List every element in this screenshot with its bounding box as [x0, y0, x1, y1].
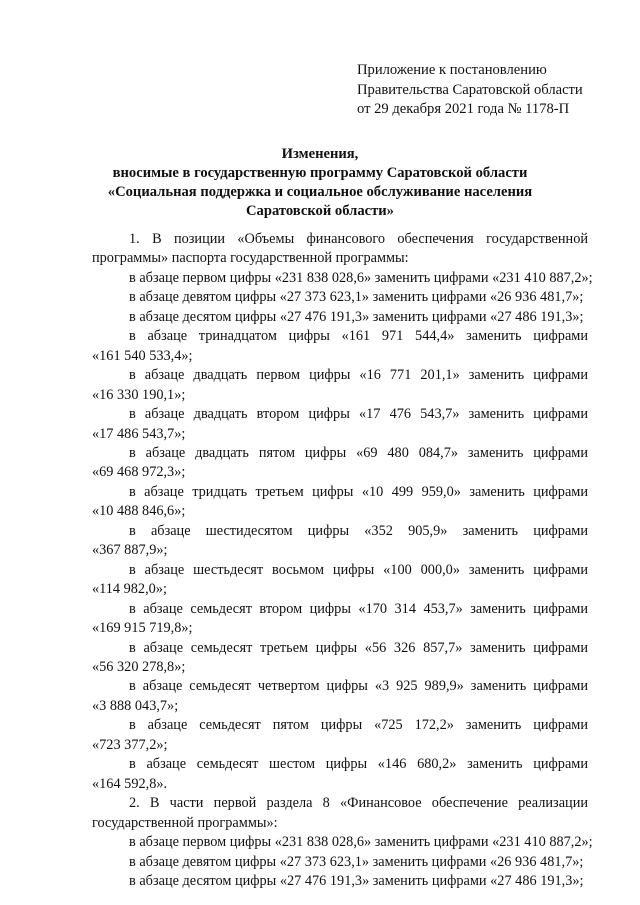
s1-item-5: в абзаце двадцать первом цифры «16 771 201,1» заменить цифрами: [129, 367, 588, 384]
s2-item-1: в абзаце первом цифры «231 838 028,6» заменить цифрами «231 410 887,2»;: [129, 834, 593, 851]
section-2-intro: 2. В части первой раздела 8 «Финансовое обеспечение реализации государственной программы»:: [92, 795, 588, 831]
s1-item-9-cont: «367 887,9»;: [92, 542, 168, 559]
title-line-2: вносимые в государственную программу Саратовской области: [112, 165, 528, 181]
s2-item-2: в абзаце девятом цифры «27 373 623,1» заменить цифрами «26 936 481,7»;: [129, 853, 584, 870]
s1-item-15: в абзаце семьдесят шестом цифры «146 680,2» заменить цифрами: [129, 756, 588, 773]
appendix-header: [357, 61, 617, 120]
s1-item-4-cont: «161 540 533,4»;: [92, 347, 193, 364]
s1-item-13-cont: «3 888 043,7»;: [92, 697, 179, 714]
s1-item-6: в абзаце двадцать втором цифры «17 476 543,7» заменить цифрами: [129, 406, 588, 423]
appendix-line-1: Приложение к постановлению: [357, 62, 547, 78]
document-body: [92, 230, 593, 891]
title-line-3: «Социальная поддержка и социальное обслуживание населения: [107, 184, 533, 200]
s1-item-9: в абзаце шестидесятом цифры «352 905,9» заменить цифрами: [129, 522, 588, 539]
s1-item-4: в абзаце тринадцатом цифры «161 971 544,4» заменить цифрами: [129, 328, 588, 345]
s1-item-13: в абзаце семьдесят четвертом цифры «3 925 989,9» заменить цифрами: [129, 678, 588, 695]
s1-item-1: в абзаце первом цифры «231 838 028,6» заменить цифрами «231 410 887,2»;: [129, 269, 593, 286]
s1-item-11-cont: «169 915 719,8»;: [92, 620, 193, 637]
document-title: [92, 145, 548, 221]
s1-item-11: в абзаце семьдесят втором цифры «170 314 453,7» заменить цифрами: [129, 600, 588, 617]
s1-item-15-cont: «164 592,8».: [92, 775, 168, 792]
s1-item-10: в абзаце шестьдесят восьмом цифры «100 000,0» заменить цифрами: [129, 561, 588, 578]
s1-item-7: в абзаце двадцать пятом цифры «69 480 084,7» заменить цифрами: [129, 444, 588, 461]
s1-item-12: в абзаце семьдесят третьем цифры «56 326 857,7» заменить цифрами: [129, 639, 588, 656]
s1-item-6-cont: «17 486 543,7»;: [92, 425, 186, 442]
s1-item-10-cont: «114 982,0»;: [92, 581, 167, 598]
appendix-line-2: Правительства Саратовской области: [357, 81, 583, 98]
s1-item-12-cont: «56 320 278,8»;: [92, 658, 186, 675]
s1-item-14: в абзаце семьдесят пятом цифры «725 172,2» заменить цифрами: [129, 717, 588, 734]
title-line-4: Саратовской области»: [246, 203, 394, 219]
s1-item-5-cont: «16 330 190,1»;: [92, 386, 186, 403]
section-1-intro: 1. В позиции «Объемы финансового обеспечения государственной программы» паспорта государственной программы:: [92, 231, 588, 267]
title-line-1: Изменения,: [281, 146, 359, 162]
s1-item-8-cont: «10 488 846,6»;: [92, 503, 186, 520]
s2-item-3: в абзаце десятом цифры «27 476 191,3» заменить цифрами «27 486 191,3»;: [129, 872, 584, 889]
s1-item-14-cont: «723 377,2»;: [92, 736, 168, 753]
s1-item-7-cont: «69 468 972,3»;: [92, 464, 186, 481]
s1-item-3: в абзаце десятом цифры «27 476 191,3» заменить цифрами «27 486 191,3»;: [129, 308, 584, 325]
s1-item-2: в абзаце девятом цифры «27 373 623,1» заменить цифрами «26 936 481,7»;: [129, 289, 584, 306]
appendix-line-3: от 29 декабря 2021 года № 1178-П: [357, 101, 570, 117]
s1-item-8: в абзаце тридцать третьем цифры «10 499 959,0» заменить цифрами: [129, 483, 588, 500]
